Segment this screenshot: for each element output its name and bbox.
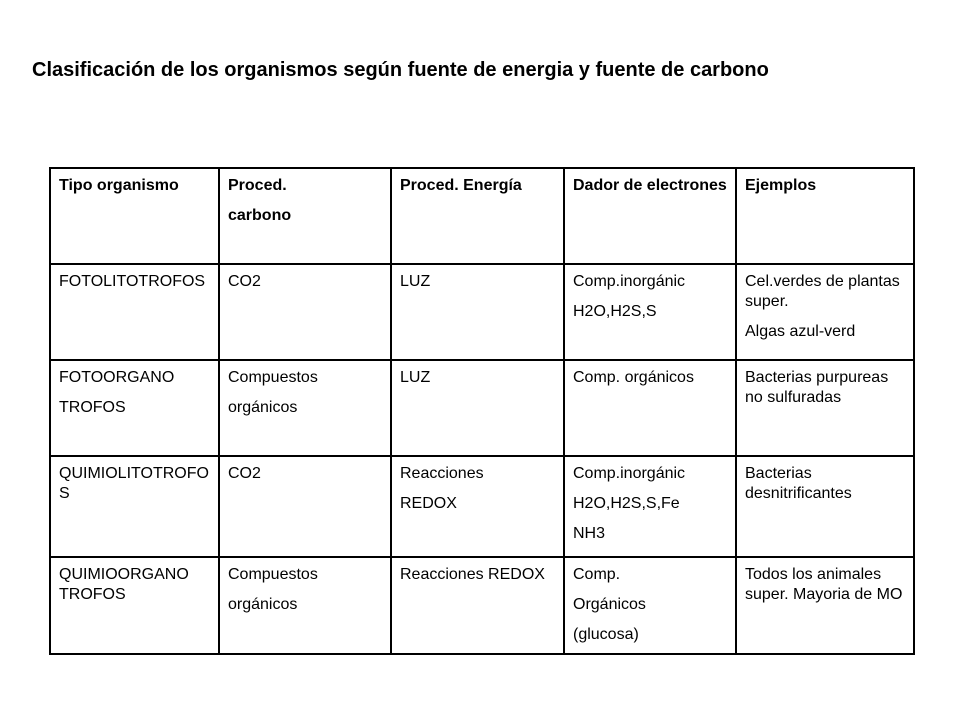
cell-proced-energia (391, 264, 564, 360)
cell-text: Comp. orgánicos (573, 369, 694, 386)
table-row (50, 264, 914, 360)
header-cell-dador-electrones (564, 168, 736, 264)
classification-table (49, 167, 915, 655)
header-cell-ejemplos (736, 168, 914, 264)
cell-text: Comp.inorgánic (573, 465, 686, 482)
header-cell-proced-carbono (219, 168, 391, 264)
table-row (50, 360, 914, 456)
cell-text: orgánicos (228, 596, 298, 613)
cell-text: (glucosa) (573, 626, 639, 643)
cell-text: Reacciones REDOX (400, 566, 545, 583)
cell-text: Compuestos (228, 369, 318, 386)
cell-text: QUIMIOORGANO TROFOS (59, 566, 189, 603)
cell-text: LUZ (400, 273, 431, 290)
cell-text: Bacterias purpureas no sulfuradas (745, 369, 889, 406)
cell-proced-carbono (219, 557, 391, 654)
cell-ejemplos (736, 360, 914, 456)
cell-dador-electrones (564, 264, 736, 360)
cell-text: CO2 (228, 465, 261, 482)
cell-dador-electrones (564, 557, 736, 654)
cell-proced-carbono (219, 456, 391, 557)
cell-text: Reacciones (400, 465, 484, 482)
cell-proced-carbono (219, 360, 391, 456)
cell-text: FOTOLITOTROFOS (59, 273, 206, 290)
header-text: Dador de electrones (573, 177, 727, 194)
cell-text: Orgánicos (573, 596, 646, 613)
cell-proced-energia (391, 456, 564, 557)
cell-tipo-organismo (50, 360, 219, 456)
cell-dador-electrones (564, 360, 736, 456)
cell-proced-carbono (219, 264, 391, 360)
cell-tipo-organismo (50, 264, 219, 360)
cell-text: Cel.verdes de plantas super. (745, 273, 900, 310)
cell-proced-energia (391, 557, 564, 654)
cell-text: LUZ (400, 369, 431, 386)
table-header-row (50, 168, 914, 264)
header-cell-proced-energia (391, 168, 564, 264)
cell-text: FOTOORGANO (59, 369, 175, 386)
cell-text: NH3 (573, 525, 606, 542)
cell-text: Bacterias desnitrificantes (745, 465, 852, 502)
header-text: Proced. (228, 177, 287, 194)
cell-proced-energia (391, 360, 564, 456)
cell-text: Comp.inorgánic (573, 273, 686, 290)
page-title: Clasificación de los organismos según fuente de energia y fuente de carbono (32, 59, 769, 81)
cell-text: Todos los animales super. Mayoria de MO (745, 566, 903, 603)
cell-text: Comp. (573, 566, 621, 583)
cell-text: H2O,H2S,S,Fe (573, 495, 680, 512)
cell-dador-electrones (564, 456, 736, 557)
cell-ejemplos (736, 264, 914, 360)
cell-text: TROFOS (59, 399, 126, 416)
header-text: Tipo organismo (59, 177, 179, 194)
header-text: carbono (228, 207, 292, 224)
cell-tipo-organismo (50, 557, 219, 654)
cell-tipo-organismo (50, 456, 219, 557)
cell-ejemplos (736, 557, 914, 654)
cell-ejemplos (736, 456, 914, 557)
cell-text: Algas azul-verd (745, 323, 856, 340)
header-cell-tipo-organismo (50, 168, 219, 264)
header-text: Ejemplos (745, 177, 817, 194)
table-row (50, 456, 914, 557)
header-text: Proced. Energía (400, 177, 522, 194)
cell-text: orgánicos (228, 399, 298, 416)
cell-text: Compuestos (228, 566, 318, 583)
cell-text: REDOX (400, 495, 457, 512)
cell-text: CO2 (228, 273, 261, 290)
cell-text: H2O,H2S,S (573, 303, 657, 320)
table-row (50, 557, 914, 654)
cell-text: QUIMIOLITOTROFOS (59, 465, 209, 502)
